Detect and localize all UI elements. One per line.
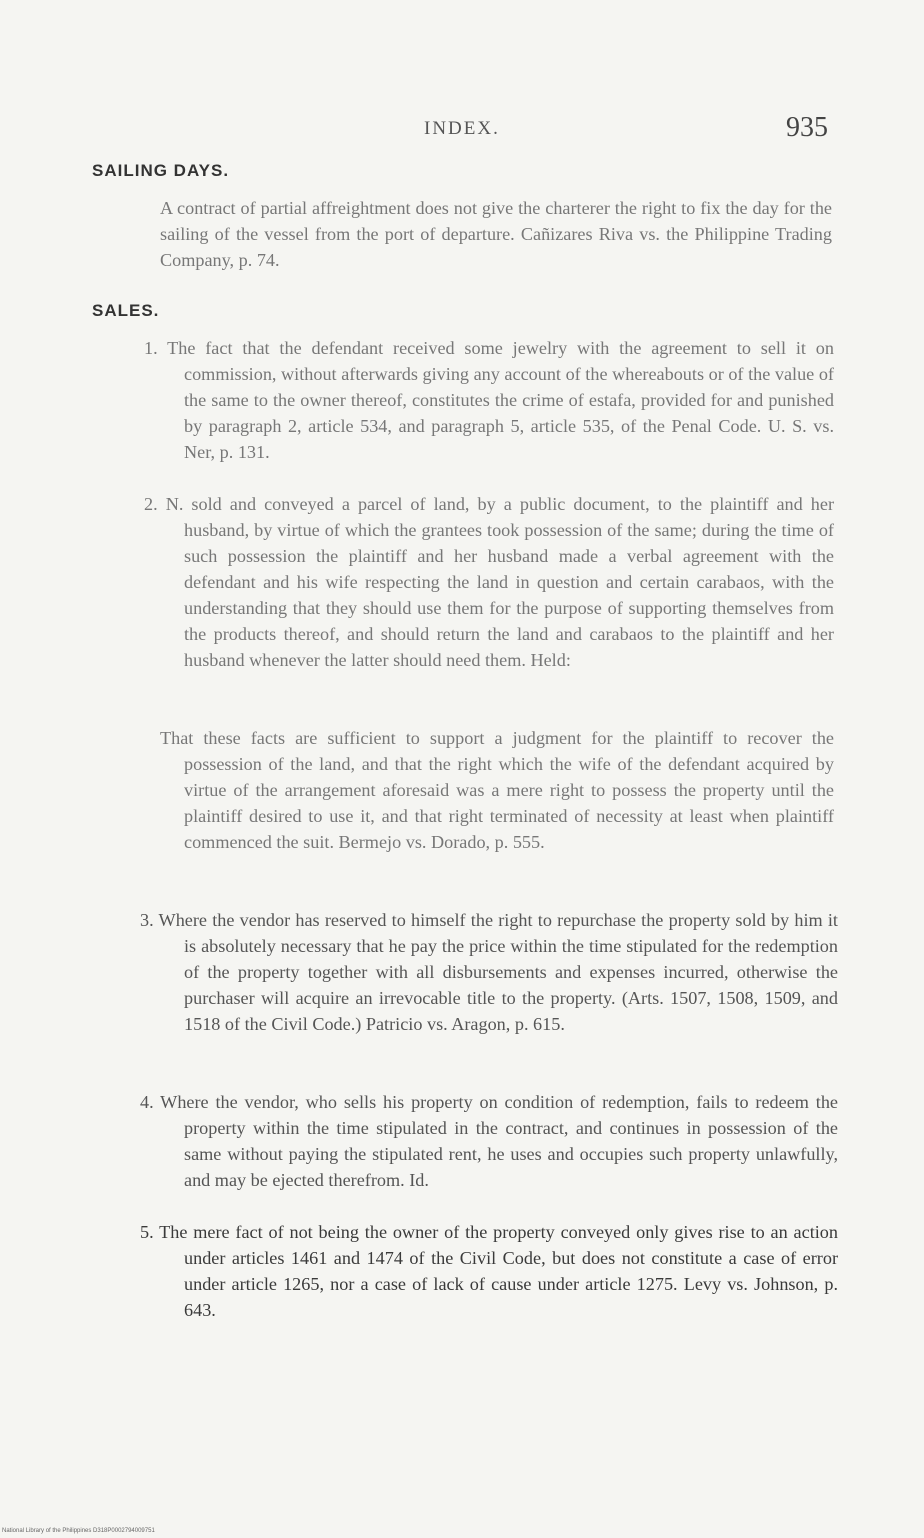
entry-text: 3. Where the vendor has reserved to himself the right to repurchase the property sold by him it is absolutely necessary that he pay the price within the time stipulated for the redemption of the property together with all disbursements and expenses incurred, otherwise the purchaser will acquire an irrevocable title to the property. (Arts. 1507, 1508, 1509, and 1518 of the Civil Code.) Patricio vs. Aragon, p. 615. — [140, 910, 838, 1034]
entry-sales-3 — [140, 907, 838, 1037]
entry-text: That these facts are sufficient to support a judgment for the plaintiff to recover the possession of the land, and that the right which the wife of the defendant acquired by virtue of the arrangement aforesaid was a mere right to possess the property until the plaintiff desired to use it, and that right terminated of necessity at least when plaintiff commenced the suit. Bermejo vs. Dorado, p. 555. — [160, 728, 834, 852]
entry-text: 1. The fact that the defendant received some jewelry with the agreement to sell it on commission, without afterwards giving any account of the whereabouts or of the value of the same to the owner thereof, constitutes the crime of estafa, provided for and punished by paragraph 2, article 534, and paragraph 5, article 535, of the Penal Code. U. S. vs. Ner, p. 131. — [144, 338, 834, 462]
entry-sales-1 — [144, 335, 834, 465]
footer-credit: National Library of the Philippines D318P0002794009751 — [2, 1528, 155, 1534]
entry-text: A contract of partial affreightment does not give the charterer the right to fix the day for the sailing of the vessel from the port of departure. Cañizares Riva vs. the Philippine Trading Company, p. 74. — [160, 198, 832, 270]
entry-sales-2-held — [160, 725, 834, 855]
section-heading-sailing-days: SAILING DAYS. — [92, 161, 230, 180]
page-number: 935 — [786, 112, 828, 143]
entry-sales-5 — [140, 1219, 838, 1323]
page-header — [0, 112, 924, 152]
running-title: INDEX. — [424, 118, 500, 139]
entry-sales-2 — [144, 491, 834, 673]
entry-text: 4. Where the vendor, who sells his property on condition of redemption, fails to redeem the property within the time stipulated in the contract, and continues in possession of the same without paying the stipulated rent, he uses and occupies such property unlawfully, and may be ejected therefrom. Id. — [140, 1092, 838, 1190]
entry-text: 2. N. sold and conveyed a parcel of land, by a public document, to the plaintiff and her husband, by virtue of which the grantees took possession of the same; during the time of such possession the plaintiff and her husband made a verbal agreement with the defendant and his wife respecting the land in question and certain carabaos, with the understanding that they should use them for the purpose of supporting themselves from the products thereof, and should return the land and carabaos to the plaintiff and her husband whenever the latter should need them. Held: — [144, 494, 834, 670]
entry-sales-4 — [140, 1089, 838, 1193]
entry-text: 5. The mere fact of not being the owner of the property conveyed only gives rise to an action under articles 1461 and 1474 of the Civil Code, but does not constitute a case of error under article 1265, nor a case of lack of cause under article 1275. Levy vs. Johnson, p. 643. — [140, 1222, 838, 1320]
entry-sailing-days — [160, 195, 832, 273]
section-heading-sales: SALES. — [92, 301, 160, 320]
